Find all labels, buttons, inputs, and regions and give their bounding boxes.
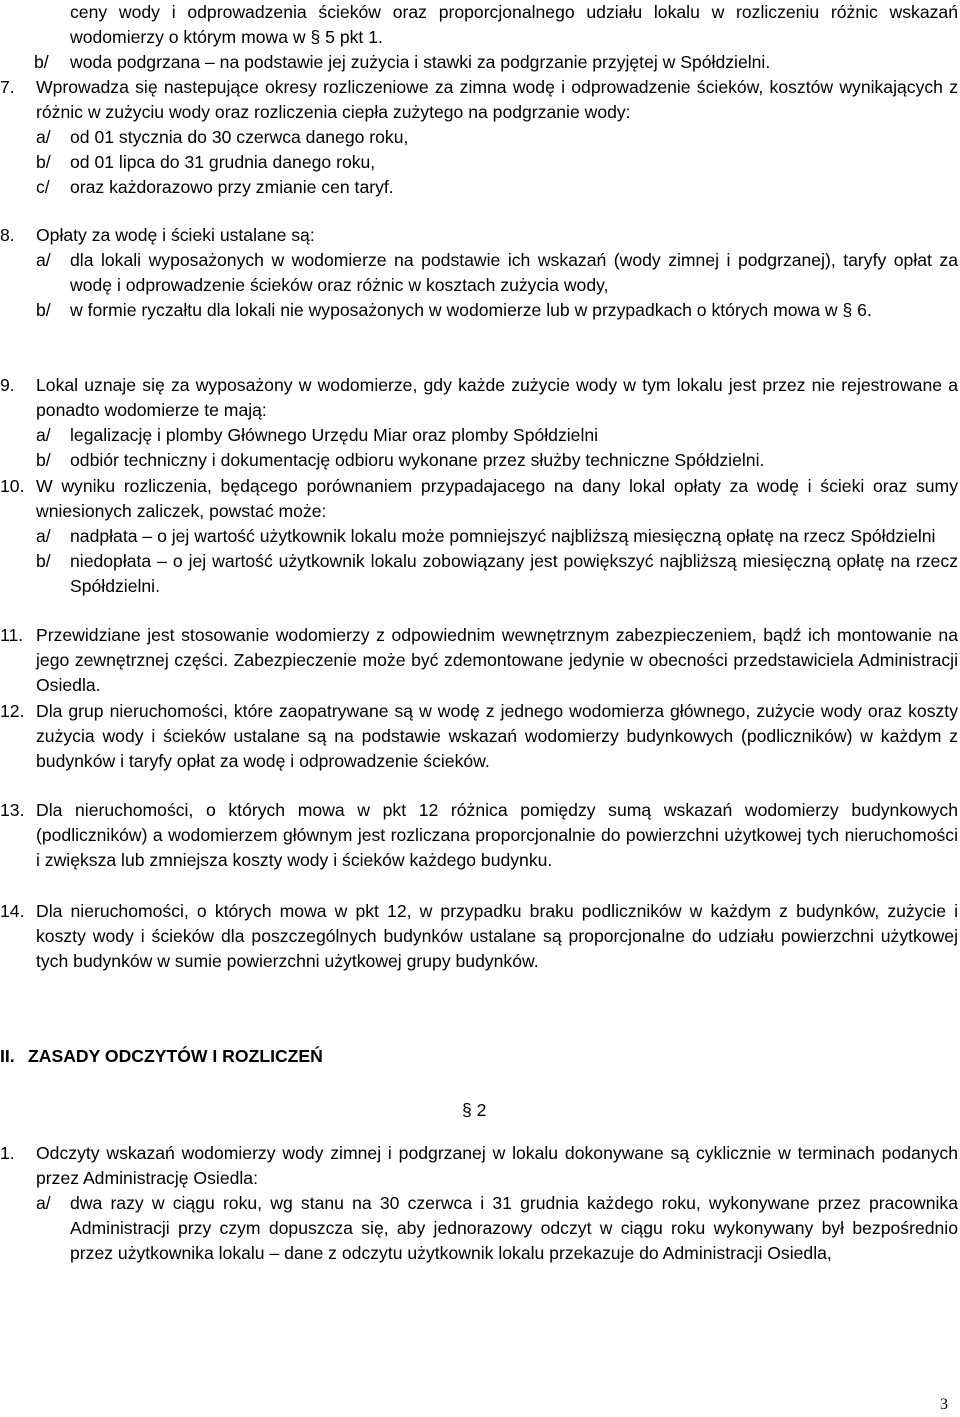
sub-letter: a/: [36, 425, 51, 445]
item-number: 10.: [0, 476, 25, 496]
sub-text: nadpłata – o jej wartość użytkownik lokalu może pomniejszyć najbliższą miesięczną opłatę na rzecz Spółdzielni: [70, 526, 936, 546]
list-item-12: [0, 699, 958, 774]
continuation-line: [0, 0, 958, 50]
item-number: 8.: [0, 225, 15, 245]
item-number: 12.: [0, 701, 25, 721]
sub-item: [0, 298, 958, 323]
item-text: Dla nieruchomości, o których mowa w pkt 12, w przypadku braku podliczników w każdym z budynków, zużycie i koszty wody i ścieków dla poszczególnych budynków ustalane są proporcjonalne do udziału powierzchni użytkowej tych budynków w sumie powierzchni użytkowej grupy budynków.: [36, 901, 958, 971]
sub-text: w formie ryczałtu dla lokali nie wyposażonych w wodomierze lub w przypadkach o których mowa w § 6.: [70, 300, 872, 320]
item-text: Przewidziane jest stosowanie wodomierzy z odpowiednim wewnętrznym zabezpieczeniem, bądź ich montowanie na jego zewnętrznej części. Zabezpieczenie może być zdemontowane jedynie w obecności przedstawiciela Administracji Osiedla.: [36, 625, 958, 695]
sub-item: [0, 125, 958, 150]
sub-letter: a/: [36, 1193, 51, 1213]
continuation-sub-b: [0, 50, 958, 75]
list-item-14: [0, 899, 958, 974]
sub-item: [0, 524, 958, 549]
sub-letter: c/: [36, 177, 50, 197]
sub-letter: b/: [36, 300, 51, 320]
sub-item: [0, 1191, 958, 1266]
item-number: 14.: [0, 901, 25, 921]
sub-text: oraz każdorazowo przy zmianie cen taryf.: [70, 177, 394, 197]
item-text: Wprowadza się nastepujące okresy rozliczeniowe za zimna wodę i odprowadzenie ścieków, kosztów wynikających z różnic w zużyciu wody oraz rozliczenia ciepła zużytego na podgrzanie wody:: [36, 77, 958, 122]
sub-letter: b/: [34, 52, 49, 72]
sub-item: [0, 423, 958, 448]
sub-text: od 01 lipca do 31 grudnia danego roku,: [70, 152, 376, 172]
section-list-item-1: [0, 1141, 958, 1266]
sub-text: niedopłata – o jej wartość użytkownik lokalu zobowiązany jest powiększyć najbliższą miesięczną opłatę na rzecz Spółdzielni.: [70, 551, 958, 596]
section-number: II.: [0, 1046, 15, 1066]
sub-text: dwa razy w ciągu roku, wg stanu na 30 czerwca i 31 grudnia każdego roku, wykonywane przez pracownika Administracji przy czym dopuszcza się, aby jednorazowy odczyt w ciągu roku wykonywany był bezpośrednio przez użytkownika lokalu – dane z odczytu użytkownik lokalu przekazuje do Administracji Osiedla,: [70, 1193, 958, 1263]
list-item-10: [0, 474, 958, 599]
paragraph-mark: § 2: [462, 1100, 487, 1120]
list-item-11: [0, 623, 958, 698]
page-number: 3: [940, 1396, 948, 1413]
item-number: 13.: [0, 800, 25, 820]
sub-text: woda podgrzana – na podstawie jej zużycia i stawki za podgrzanie przyjętej w Spółdzielni.: [70, 52, 771, 72]
item-text: W wyniku rozliczenia, będącego porównaniem przypadajacego na dany lokal opłaty za wodę i ścieki oraz sumy wniesionych zaliczek, powstać może:: [36, 476, 958, 521]
sub-letter: a/: [36, 127, 51, 147]
sub-text: dla lokali wyposażonych w wodomierze na podstawie ich wskazań (wody zimnej i podgrzanej), taryfy opłat za wodę i odprowadzenie ścieków oraz różnic w kosztach zużycia wody,: [70, 250, 958, 295]
sub-item: [0, 175, 958, 200]
sub-letter: a/: [36, 250, 51, 270]
item-number: 11.: [0, 625, 24, 645]
item-text: Odczyty wskazań wodomierzy wody zimnej i podgrzanej w lokalu dokonywane są cyklicznie w terminach podanych przez Administrację Osiedla:: [36, 1143, 958, 1188]
list-item-7: [0, 75, 958, 200]
item-text: Dla nieruchomości, o których mowa w pkt 12 różnica pomiędzy sumą wskazań wodomierzy budynkowych (podliczników) a wodomierzem głównym jest rozliczana proporcjonalnie do powierzchni użytkowej tych nieruchomości i zwiększa lub zmniejsza koszty wody i ścieków każdego budynku.: [36, 800, 958, 870]
list-item-13: [0, 798, 958, 873]
list-item-8: [0, 223, 958, 323]
sub-text: legalizację i plomby Głównego Urzędu Miar oraz plomby Spółdzielni: [70, 425, 599, 445]
sub-letter: b/: [36, 450, 51, 470]
sub-letter: b/: [36, 152, 51, 172]
sub-text: od 01 stycznia do 30 czerwca danego roku,: [70, 127, 409, 147]
continuation-block: [0, 0, 958, 75]
item-text: Dla grup nieruchomości, które zaopatrywane są w wodę z jednego wodomierza głównego, zużycie wody oraz koszty zużycia wody i ścieków ustalane są na podstawie wskazań wodomierzy budynkowych (podliczników) w każdym z budynków i taryfy opłat za wodę i odprowadzenie ścieków.: [36, 701, 958, 771]
sub-letter: a/: [36, 526, 51, 546]
sub-item: [0, 549, 958, 599]
item-number: 9.: [0, 375, 15, 395]
list-item-9: [0, 373, 958, 473]
item-text: Lokal uznaje się za wyposażony w wodomierze, gdy każde zużycie wody w tym lokalu jest przez nie rejestrowane a ponadto wodomierze te mają:: [36, 375, 958, 420]
continuation-text: ceny wody i odprowadzenia ścieków oraz proporcjonalnego udziału lokalu w rozliczeniu różnic wskazań wodomierzy o którym mowa w § 5 pkt 1.: [70, 2, 958, 47]
sub-item: [0, 248, 958, 298]
sub-text: odbiór techniczny i dokumentację odbioru wykonane przez służby techniczne Spółdzielni.: [70, 450, 765, 470]
item-number: 7.: [0, 77, 15, 97]
sub-letter: b/: [36, 551, 51, 571]
section-title: ZASADY ODCZYTÓW I ROZLICZEŃ: [28, 1046, 323, 1066]
item-number: 1.: [0, 1143, 15, 1163]
item-text: Opłaty za wodę i ścieki ustalane są:: [36, 225, 315, 245]
sub-item: [0, 448, 958, 473]
sub-item: [0, 150, 958, 175]
